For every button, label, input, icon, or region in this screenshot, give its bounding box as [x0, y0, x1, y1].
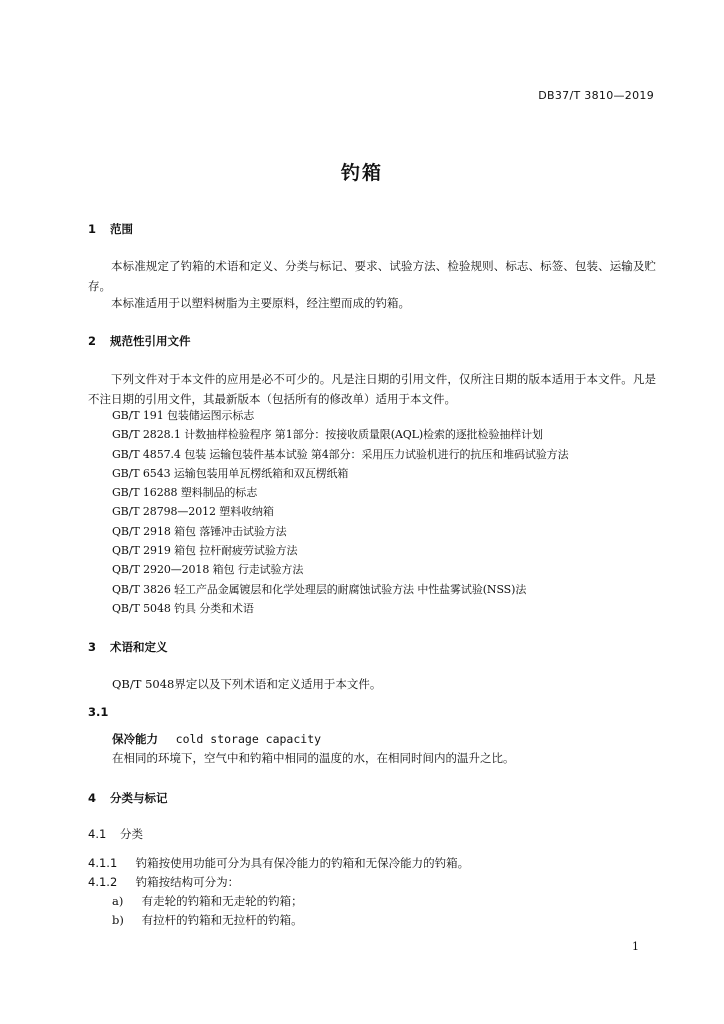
reference-item: GB/T 28798—2012 塑料收纳箱 [112, 505, 274, 519]
section-3-intro: QB/T 5048界定以及下列术语和定义适用于本文件。 [112, 677, 382, 691]
reference-item: QB/T 2920—2018 箱包 行走试验方法 [112, 563, 304, 577]
section-1-paragraph-2: 本标准适用于以塑料树脂为主要原料，经注塑而成的钓箱。 [111, 296, 410, 310]
list-item-b-text: 有拉杆的钓箱和无拉杆的钓箱。 [141, 913, 303, 927]
term-chinese: 保冷能力 [112, 732, 158, 746]
reference-item: GB/T 16288 塑料制品的标志 [112, 486, 258, 500]
clause-3-1-number: 3.1 [88, 705, 109, 719]
reference-item: GB/T 6543 运输包装用单瓦楞纸箱和双瓦楞纸箱 [112, 466, 349, 480]
reference-item: GB/T 4857.4 包装 运输包装件基本试验 第4部分：采用压力试验机进行的抗压和堆码试验方法 [112, 447, 569, 461]
term-entry [112, 731, 321, 747]
section-2-title: 规范性引用文件 [110, 334, 191, 348]
list-item-a-letter: a) [112, 894, 124, 908]
section-1-title: 范围 [110, 222, 134, 236]
section-3-heading [88, 639, 168, 655]
section-1-paragraph-1: 本标准规定了钓箱的术语和定义、分类与标记、要求、试验方法、检验规则、标志、标签、包装、运输及贮存。 [88, 259, 656, 293]
clause-4-1-1 [88, 855, 469, 871]
reference-item: QB/T 2918 箱包 落锤冲击试验方法 [112, 524, 287, 538]
list-item-a [112, 893, 303, 909]
section-2-intro: 下列文件对于本文件的应用是必不可少的。凡是注日期的引用文件，仅所注日期的版本适用于本文件。凡是不注日期的引用文件，其最新版本（包括所有的修改单）适用于本文件。 [88, 372, 656, 406]
reference-item: GB/T 191 包装储运图示标志 [112, 409, 255, 422]
clause-4-1-2-text: 钓箱按结构可分为： [135, 875, 240, 889]
subsection-4-1-heading [88, 826, 143, 842]
section-1-number: 1 [88, 222, 97, 236]
reference-item: GB/T 2828.1 计数抽样检验程序 第1部分：按接收质量限(AQL)检索的逐批检验抽样计划 [112, 428, 543, 442]
term-english: cold storage capacity [175, 732, 322, 746]
section-3-title: 术语和定义 [110, 640, 168, 654]
reference-item: QB/T 5048 钓具 分类和术语 [112, 601, 254, 615]
clause-4-1-2-number: 4.1.2 [88, 875, 118, 889]
section-2-heading [88, 333, 191, 349]
list-item-a-text: 有走轮的钓箱和无走轮的钓箱； [141, 894, 303, 908]
section-3-number: 3 [88, 640, 97, 654]
page-number: 1 [632, 940, 639, 953]
list-item-b [112, 912, 303, 928]
subsection-4-1-number: 4.1 [88, 827, 107, 841]
section-1-heading [88, 221, 133, 237]
reference-item: QB/T 3826 轻工产品金属镀层和化学处理层的耐腐蚀试验方法 中性盐雾试验(NSS)法 [112, 582, 527, 596]
document-title: 钓箱 [340, 162, 383, 184]
reference-item: QB/T 2919 箱包 拉杆耐疲劳试验方法 [112, 544, 298, 558]
list-item-b-letter: b) [112, 913, 124, 927]
section-2-number: 2 [88, 334, 97, 348]
clause-4-1-1-number: 4.1.1 [88, 856, 118, 870]
term-definition: 在相同的环境下，空气中和钓箱中相同的温度的水，在相同时间内的温升之比。 [112, 751, 515, 765]
reference-list [112, 406, 569, 618]
clause-4-1-1-text: 钓箱按使用功能可分为具有保冷能力的钓箱和无保冷能力的钓箱。 [135, 856, 470, 870]
section-4-heading [88, 790, 168, 806]
clause-4-1-2 [88, 874, 239, 890]
section-4-number: 4 [88, 791, 97, 805]
section-4-title: 分类与标记 [110, 791, 168, 805]
subsection-4-1-title: 分类 [119, 827, 143, 841]
standard-code: DB37/T 3810—2019 [538, 89, 654, 102]
